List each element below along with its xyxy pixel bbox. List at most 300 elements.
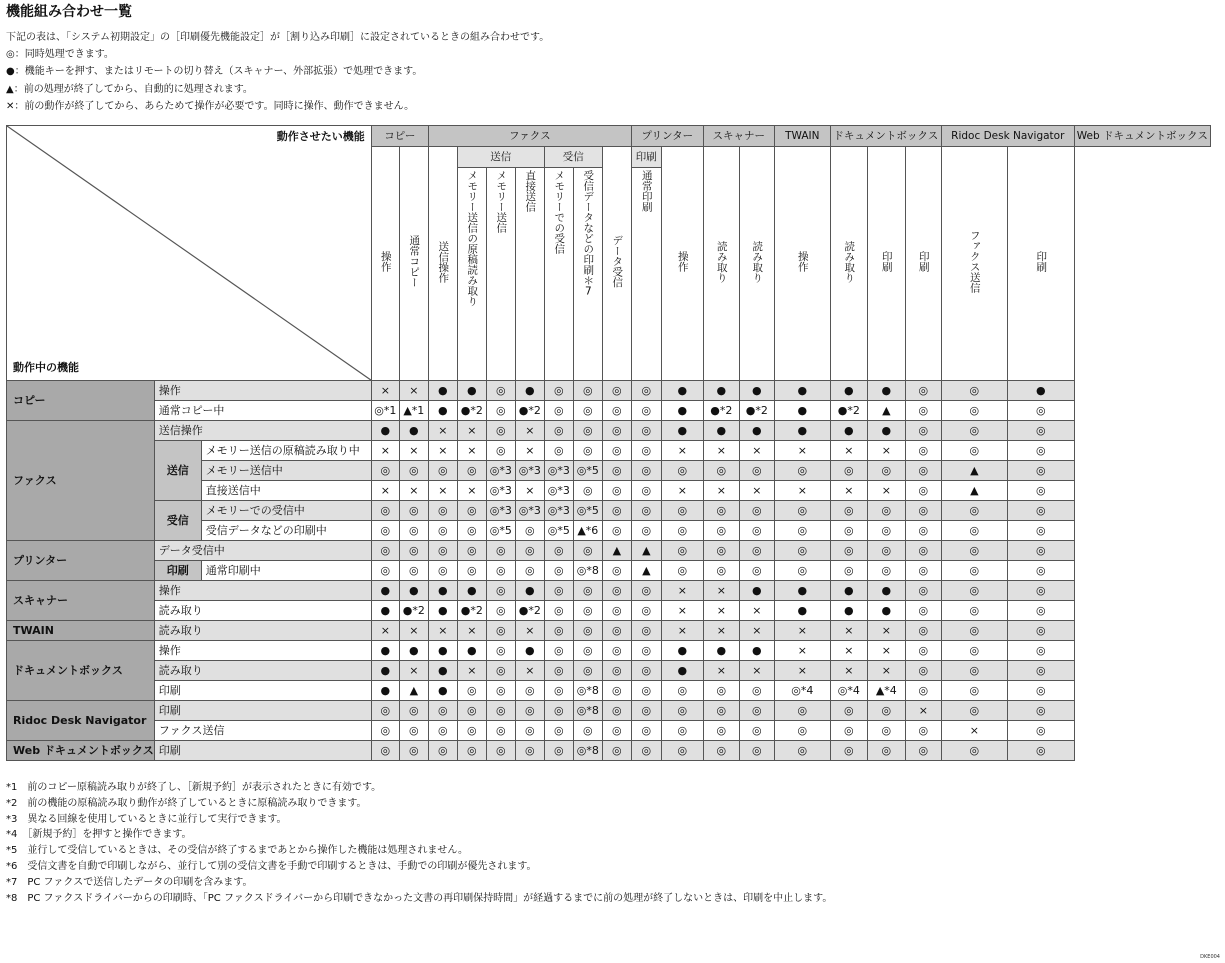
combination-cell: ▲ xyxy=(602,541,631,561)
combination-cell: ◎ xyxy=(428,521,457,541)
combination-cell: ◎ xyxy=(739,501,774,521)
figure-code: DKE004 xyxy=(1200,954,1220,960)
combination-cell: × xyxy=(703,481,739,501)
combination-cell: ◎ xyxy=(573,621,602,641)
col-header: メモリー送信 xyxy=(486,168,515,381)
combination-cell: ◎ xyxy=(486,641,515,661)
corner-target-label: 動作させたい機能 xyxy=(276,130,365,143)
combination-cell: ◎ xyxy=(774,561,830,581)
combination-cell: ◎ xyxy=(941,741,1007,761)
combination-cell: ◎ xyxy=(703,681,739,701)
row-group-printer: プリンター xyxy=(7,541,155,581)
combination-cell: ◎ xyxy=(457,681,486,701)
combination-cell: ◎ xyxy=(905,521,941,541)
col-group-twain: TWAIN xyxy=(774,126,830,147)
footnote: *2 前の機能の原稿読み取り動作が終了しているときに原稿読み取りできます。 xyxy=(6,797,367,809)
col-subgroup-print: 印刷 xyxy=(631,147,661,168)
combination-cell: ◎ xyxy=(457,721,486,741)
combination-cell: ◎ xyxy=(1007,581,1074,601)
combination-cell: × xyxy=(774,481,830,501)
combination-cell: ◎ xyxy=(739,681,774,701)
footnote: *7 PC ファクスで送信したデータの印刷を含みます。 xyxy=(6,876,253,888)
combination-cell: ● xyxy=(739,641,774,661)
combination-cell: ◎ xyxy=(631,461,661,481)
combination-cell: × xyxy=(867,661,905,681)
combination-cell: ◎ xyxy=(867,721,905,741)
combination-cell: × xyxy=(457,441,486,461)
combination-cell: × xyxy=(399,621,428,641)
combination-cell: ◎ xyxy=(661,681,703,701)
combination-cell: × xyxy=(774,621,830,641)
combination-cell: ◎ xyxy=(941,621,1007,641)
combination-cell: ◎ xyxy=(703,461,739,481)
combination-cell: ◎ xyxy=(457,541,486,561)
combination-cell: ◎ xyxy=(399,541,428,561)
combination-cell: ◎ xyxy=(631,381,661,401)
row-label: データ受信中 xyxy=(154,541,371,561)
combination-cell: ● xyxy=(428,401,457,421)
combination-cell: ◎ xyxy=(544,381,573,401)
combination-cell: ◎*8 xyxy=(573,561,602,581)
combination-cell: ◎ xyxy=(1007,461,1074,481)
combination-cell: ◎ xyxy=(371,741,399,761)
combination-cell: ◎*3 xyxy=(544,481,573,501)
row-label: 受信データなどの印刷中 xyxy=(201,521,371,541)
combination-cell: ● xyxy=(867,601,905,621)
combination-cell: ● xyxy=(661,401,703,421)
combination-cell: ◎ xyxy=(661,741,703,761)
col-group-scanner: スキャナー xyxy=(703,126,774,147)
col-header: メモリーでの受信 xyxy=(544,168,573,381)
combination-cell: ◎ xyxy=(867,561,905,581)
combination-cell: ◎ xyxy=(905,641,941,661)
row-label: 読み取り xyxy=(154,621,371,641)
combination-cell: × xyxy=(830,641,867,661)
combination-cell: × xyxy=(371,381,399,401)
row-group-docbox: ドキュメントボックス xyxy=(7,641,155,701)
col-subgroup-receive: 受信 xyxy=(544,147,602,168)
col-group-web-docbox: Web ドキュメントボックス xyxy=(1074,126,1210,147)
combination-cell: ◎ xyxy=(631,401,661,421)
combination-cell: ◎ xyxy=(486,441,515,461)
combination-cell: × xyxy=(661,621,703,641)
combination-cell: ◎ xyxy=(661,521,703,541)
col-header: 直接送信 xyxy=(515,168,544,381)
combination-cell: × xyxy=(457,481,486,501)
combination-cell: ◎ xyxy=(428,701,457,721)
combination-cell: × xyxy=(515,481,544,501)
combination-cell: ◎ xyxy=(544,441,573,461)
combination-cell: ● xyxy=(515,581,544,601)
combination-cell: ◎ xyxy=(602,641,631,661)
combination-cell: ◎ xyxy=(544,641,573,661)
combination-cell: × xyxy=(371,481,399,501)
combination-cell: ◎ xyxy=(631,601,661,621)
combination-cell: ◎*1 xyxy=(371,401,399,421)
combination-cell: ● xyxy=(774,401,830,421)
combination-cell: ◎ xyxy=(739,741,774,761)
combination-cell: ● xyxy=(457,581,486,601)
combination-cell: ● xyxy=(428,581,457,601)
combination-cell: ◎ xyxy=(399,461,428,481)
combination-cell: ◎ xyxy=(573,421,602,441)
combination-cell: ◎ xyxy=(661,541,703,561)
combination-cell: ◎ xyxy=(703,541,739,561)
col-header: 印刷 xyxy=(1007,147,1074,381)
combination-cell: × xyxy=(399,381,428,401)
combination-cell: × xyxy=(428,481,457,501)
combination-cell: ◎ xyxy=(661,461,703,481)
combination-cell: ●*2 xyxy=(399,601,428,621)
combination-cell: ◎ xyxy=(941,701,1007,721)
combination-cell: ● xyxy=(867,581,905,601)
combination-cell: ◎ xyxy=(739,461,774,481)
combination-cell: × xyxy=(867,481,905,501)
combination-cell: ◎ xyxy=(941,521,1007,541)
combination-cell: ◎ xyxy=(661,501,703,521)
combination-cell: ● xyxy=(774,581,830,601)
combination-cell: ● xyxy=(428,381,457,401)
combination-cell: ● xyxy=(371,641,399,661)
combination-cell: ◎ xyxy=(371,501,399,521)
row-label: 送信操作 xyxy=(154,421,371,441)
combination-cell: ◎ xyxy=(428,461,457,481)
combination-cell: ◎ xyxy=(774,541,830,561)
combination-cell: ▲ xyxy=(941,461,1007,481)
row-label: 直接送信中 xyxy=(201,481,371,501)
combination-cell: ● xyxy=(371,581,399,601)
combination-cell: ◎ xyxy=(399,521,428,541)
row-subgroup-print: 印刷 xyxy=(154,561,201,581)
combination-cell: ◎ xyxy=(867,701,905,721)
combination-cell: ◎ xyxy=(905,481,941,501)
legend-switch: ●：機能キーを押す、またはリモートの切り替え（スキャナー、外部拡張）で処理できます。 xyxy=(6,66,423,78)
row-label: 読み取り xyxy=(154,601,371,621)
combination-cell: ◎ xyxy=(867,501,905,521)
combination-cell: ● xyxy=(703,641,739,661)
combination-cell: ◎ xyxy=(486,421,515,441)
table-body xyxy=(7,381,1211,761)
combination-cell: × xyxy=(371,621,399,641)
combination-cell: ◎ xyxy=(941,381,1007,401)
combination-cell: ◎ xyxy=(774,461,830,481)
combination-cell: ● xyxy=(703,421,739,441)
combination-cell: ◎ xyxy=(941,681,1007,701)
combination-cell: ● xyxy=(739,581,774,601)
combination-cell: ● xyxy=(830,581,867,601)
combination-cell: × xyxy=(703,601,739,621)
footnote: *4 ［新規予約］を押すと操作できます。 xyxy=(6,829,192,841)
combination-cell: ◎ xyxy=(486,741,515,761)
combination-cell: ◎ xyxy=(428,721,457,741)
combination-cell: ◎ xyxy=(867,741,905,761)
combination-cell: ◎ xyxy=(602,601,631,621)
combination-cell: ◎ xyxy=(428,741,457,761)
combination-cell: ◎ xyxy=(602,721,631,741)
combination-cell: ● xyxy=(428,641,457,661)
combination-cell: ◎ xyxy=(941,641,1007,661)
combination-cell: ◎ xyxy=(602,381,631,401)
combination-cell: ◎ xyxy=(661,561,703,581)
footnote: *6 受信文書を自動で印刷しながら、並行して別の受信文書を手動で印刷するときは、手動での印刷が優先されます。 xyxy=(6,860,537,872)
row-label: 印刷 xyxy=(154,681,371,701)
col-header: 読み取り xyxy=(703,147,739,381)
combination-cell: ◎ xyxy=(703,521,739,541)
combination-cell: × xyxy=(399,481,428,501)
combination-cell: ● xyxy=(739,421,774,441)
combination-cell: ◎ xyxy=(573,661,602,681)
col-header: 通常印刷 xyxy=(631,168,661,381)
combination-cell: ● xyxy=(830,421,867,441)
combination-cell: ◎ xyxy=(457,521,486,541)
col-header: 受信データなどの印刷＊7 xyxy=(573,168,602,381)
combination-cell: ◎ xyxy=(867,541,905,561)
combination-cell: ◎*5 xyxy=(544,521,573,541)
combination-cell: ◎ xyxy=(703,741,739,761)
row-group-twain: TWAIN xyxy=(7,621,155,641)
combination-cell: ◎ xyxy=(703,721,739,741)
combination-cell: ◎ xyxy=(941,601,1007,621)
combination-cell: ◎ xyxy=(1007,401,1074,421)
combination-cell: ◎*3 xyxy=(486,501,515,521)
col-header: データ受信 xyxy=(602,147,631,381)
combination-cell: ● xyxy=(739,381,774,401)
row-group-web-docbox: Web ドキュメントボックス xyxy=(7,741,155,761)
combination-cell: × xyxy=(739,661,774,681)
col-group-docbox: ドキュメントボックス xyxy=(830,126,941,147)
combination-cell: ◎ xyxy=(703,501,739,521)
combination-cell: ◎ xyxy=(544,421,573,441)
combination-cell: ◎ xyxy=(515,681,544,701)
combination-cell: × xyxy=(941,721,1007,741)
combination-cell: ◎ xyxy=(739,721,774,741)
combination-cell: × xyxy=(428,441,457,461)
combination-cell: ▲ xyxy=(399,681,428,701)
row-label: 印刷 xyxy=(154,701,371,721)
combination-cell: ◎ xyxy=(573,481,602,501)
combination-cell: ●*2 xyxy=(739,401,774,421)
combination-cell: ◎ xyxy=(941,541,1007,561)
combination-cell: × xyxy=(399,661,428,681)
combination-cell: ◎ xyxy=(602,681,631,701)
combination-cell: ◎ xyxy=(371,461,399,481)
table-corner xyxy=(7,126,372,381)
col-header: 送信操作 xyxy=(428,147,457,381)
combination-cell: × xyxy=(661,441,703,461)
combination-cell: ◎ xyxy=(544,621,573,641)
combination-cell: ◎ xyxy=(867,461,905,481)
combination-cell: ◎ xyxy=(515,701,544,721)
combination-cell: × xyxy=(515,621,544,641)
combination-cell: × xyxy=(457,421,486,441)
combination-cell: ◎ xyxy=(544,561,573,581)
combination-cell: ● xyxy=(399,641,428,661)
combination-cell: × xyxy=(515,441,544,461)
col-group-printer: プリンター xyxy=(631,126,703,147)
col-header: 操作 xyxy=(774,147,830,381)
combination-cell: ▲*4 xyxy=(867,681,905,701)
combination-cell: ● xyxy=(661,421,703,441)
intro-text xyxy=(6,29,549,115)
combination-cell: ◎ xyxy=(905,541,941,561)
combination-cell: × xyxy=(830,481,867,501)
combination-cell: ●*2 xyxy=(515,401,544,421)
combination-cell: ◎ xyxy=(941,401,1007,421)
col-header: 操作 xyxy=(371,147,399,381)
combination-cell: × xyxy=(457,621,486,641)
combination-cell: × xyxy=(399,441,428,461)
combination-cell: ◎ xyxy=(457,461,486,481)
combination-cell: ● xyxy=(774,421,830,441)
combination-cell: ◎ xyxy=(428,561,457,581)
combination-cell: ◎ xyxy=(905,661,941,681)
combination-cell: ● xyxy=(399,421,428,441)
combination-cell: ▲ xyxy=(631,561,661,581)
combination-cell: ◎ xyxy=(1007,721,1074,741)
row-label: 操作 xyxy=(154,641,371,661)
combination-cell: ◎ xyxy=(1007,681,1074,701)
row-group-scanner: スキャナー xyxy=(7,581,155,621)
combination-cell: ◎ xyxy=(457,501,486,521)
legend-not-possible: ✕：前の動作が終了してから、あらためて操作が必要です。同時に操作、動作できません。 xyxy=(6,100,415,112)
combination-cell: ◎ xyxy=(830,521,867,541)
combination-cell: ● xyxy=(661,381,703,401)
combination-cell: ◎ xyxy=(905,441,941,461)
col-header: 読み取り xyxy=(830,147,867,381)
combination-cell: ◎ xyxy=(486,401,515,421)
combination-cell: ◎ xyxy=(573,721,602,741)
col-header: 通常コピー xyxy=(399,147,428,381)
combination-cell: ● xyxy=(515,641,544,661)
combination-cell: ◎*5 xyxy=(486,521,515,541)
combination-cell: ◎ xyxy=(941,661,1007,681)
combination-cell: × xyxy=(703,581,739,601)
combination-cell: × xyxy=(774,641,830,661)
page-title: 機能組み合わせ一覧 xyxy=(6,4,132,20)
combination-cell: ●*2 xyxy=(457,401,486,421)
combination-cell: ◎ xyxy=(774,701,830,721)
combination-cell: ◎ xyxy=(544,701,573,721)
combination-cell: ◎*8 xyxy=(573,681,602,701)
combination-cell: ◎ xyxy=(631,621,661,641)
combination-cell: ◎ xyxy=(602,581,631,601)
combination-cell: ◎ xyxy=(399,701,428,721)
combination-cell: × xyxy=(515,421,544,441)
combination-cell: ◎ xyxy=(399,721,428,741)
col-group-copy: コピー xyxy=(371,126,428,147)
combination-cell: ◎*3 xyxy=(486,481,515,501)
combination-cell: ◎ xyxy=(631,681,661,701)
combination-cell: ◎ xyxy=(428,541,457,561)
combination-cell: ◎ xyxy=(486,701,515,721)
combination-cell: ◎ xyxy=(573,381,602,401)
combination-cell: ◎*5 xyxy=(573,461,602,481)
combination-cell: ● xyxy=(867,421,905,441)
col-header: 読み取り xyxy=(739,147,774,381)
combination-cell: ◎ xyxy=(457,741,486,761)
footnote: *3 異なる回線を使用しているときに並行して実行できます。 xyxy=(6,813,287,825)
combination-cell: ◎ xyxy=(544,581,573,601)
combination-cell: × xyxy=(515,661,544,681)
combination-cell: ◎ xyxy=(661,701,703,721)
combination-cell: × xyxy=(428,621,457,641)
combination-cell: ◎ xyxy=(941,441,1007,461)
combination-cell: ◎ xyxy=(573,541,602,561)
combination-cell: ◎ xyxy=(941,561,1007,581)
combination-cell: ● xyxy=(867,381,905,401)
combination-cell: ● xyxy=(371,681,399,701)
legend-concurrent: ◎：同時処理できます。 xyxy=(6,49,114,61)
combination-cell: ● xyxy=(399,581,428,601)
combination-cell: ◎ xyxy=(399,741,428,761)
combination-cell: ◎ xyxy=(905,721,941,741)
combination-cell: ◎ xyxy=(830,701,867,721)
col-header: メモリー送信の原稿読み取り xyxy=(457,168,486,381)
combination-cell: ◎ xyxy=(457,701,486,721)
combination-cell: ◎ xyxy=(703,701,739,721)
combination-cell: ◎ xyxy=(515,521,544,541)
combination-table xyxy=(6,125,1211,761)
row-label: 操作 xyxy=(154,581,371,601)
combination-cell: × xyxy=(457,661,486,681)
combination-cell: ◎ xyxy=(573,401,602,421)
combination-cell: × xyxy=(661,481,703,501)
combination-cell: ◎ xyxy=(399,561,428,581)
combination-cell: ◎ xyxy=(371,701,399,721)
combination-cell: ● xyxy=(371,601,399,621)
combination-cell: ◎ xyxy=(739,521,774,541)
combination-cell: ◎ xyxy=(399,501,428,521)
corner-running-label: 動作中の機能 xyxy=(13,361,79,374)
combination-cell: ◎ xyxy=(774,501,830,521)
row-group-fax: ファクス xyxy=(7,421,155,541)
combination-cell: ◎ xyxy=(515,561,544,581)
combination-cell: ◎ xyxy=(602,561,631,581)
combination-cell: ◎ xyxy=(631,701,661,721)
combination-cell: ◎ xyxy=(830,501,867,521)
combination-cell: ◎ xyxy=(515,721,544,741)
combination-cell: ◎ xyxy=(1007,621,1074,641)
combination-cell: ◎ xyxy=(1007,701,1074,721)
combination-cell: ◎ xyxy=(486,721,515,741)
combination-cell: ◎ xyxy=(486,581,515,601)
combination-cell: ◎ xyxy=(1007,541,1074,561)
combination-cell: ◎ xyxy=(739,541,774,561)
corner-diagonal xyxy=(7,126,371,380)
footnote: *5 並行して受信しているときは、その受信が終了するまであとから操作した機能は処理されません。 xyxy=(6,845,468,857)
combination-cell: ◎ xyxy=(830,721,867,741)
combination-cell: × xyxy=(371,441,399,461)
combination-cell: ● xyxy=(457,381,486,401)
combination-cell: ● xyxy=(428,601,457,621)
combination-cell: × xyxy=(739,481,774,501)
combination-cell: ◎ xyxy=(602,521,631,541)
row-label: 印刷 xyxy=(154,741,371,761)
combination-cell: ◎ xyxy=(486,561,515,581)
combination-cell: ▲ xyxy=(631,541,661,561)
combination-cell: ◎ xyxy=(774,721,830,741)
row-subgroup-receive: 受信 xyxy=(154,501,201,541)
combination-cell: ◎ xyxy=(905,501,941,521)
combination-cell: ◎ xyxy=(486,541,515,561)
combination-cell: ◎ xyxy=(905,381,941,401)
combination-cell: ◎ xyxy=(631,581,661,601)
combination-cell: ◎*3 xyxy=(544,501,573,521)
combination-cell: ◎ xyxy=(457,561,486,581)
combination-cell: ◎ xyxy=(573,601,602,621)
combination-cell: × xyxy=(739,441,774,461)
combination-cell: × xyxy=(830,441,867,461)
